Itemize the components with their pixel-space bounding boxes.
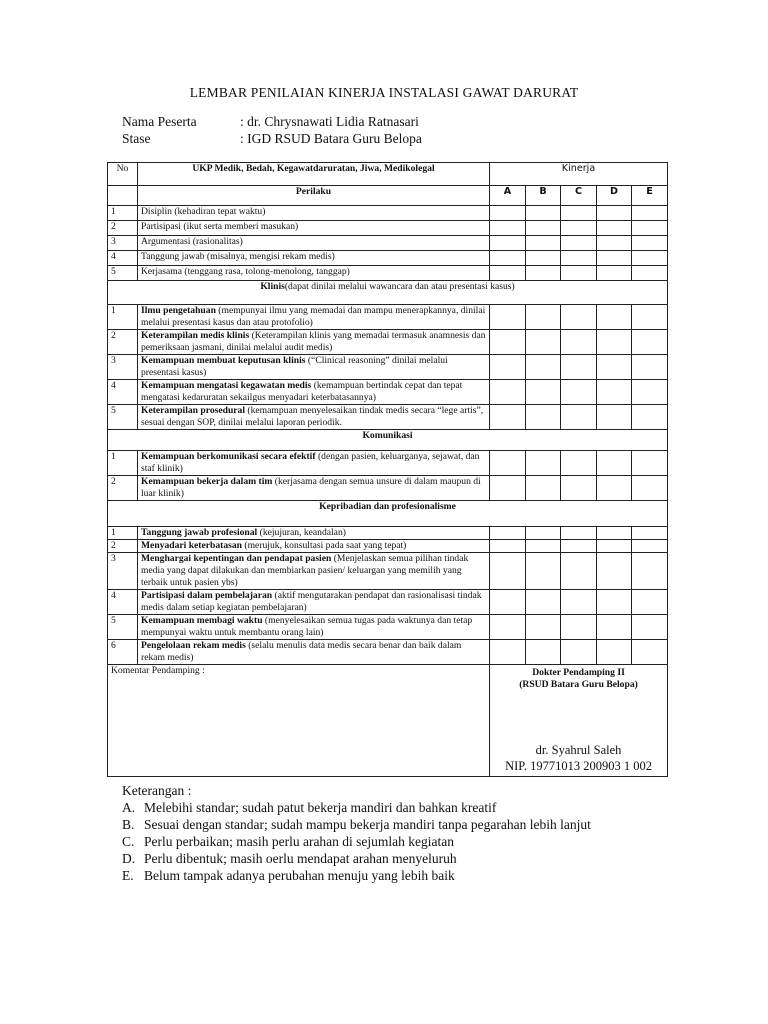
perilaku-3-grade-e-cell[interactable] <box>632 236 668 251</box>
klinis-2-grade-c-cell[interactable] <box>561 330 597 355</box>
dokter-place: (RSUD Batara Guru Belopa) <box>519 679 638 690</box>
item-number: 4 <box>108 251 138 266</box>
item-description: (“Clinical reasoning” dinilai melalui presentasi kasus) <box>141 355 448 378</box>
keterangan-label: Keterangan : <box>122 783 192 798</box>
perilaku-2-grade-a-cell[interactable] <box>490 221 526 236</box>
item-description: Partisipasi (ikut serta memberi masukan) <box>141 221 299 232</box>
keterangan-item <box>122 833 591 850</box>
no-header: No <box>108 163 138 186</box>
table-row <box>108 405 668 430</box>
keterangan-text: Perlu dibentuk; masih oerlu mendapat arahan menyeluruh <box>144 851 457 866</box>
kepribadian-2-grade-d-cell[interactable] <box>597 540 632 553</box>
keterangan-key: D. <box>122 851 136 866</box>
kepribadian-1-grade-c-cell[interactable] <box>561 527 597 540</box>
item-description: (selalu menulis data medis secara benar dan baik dalam rekam medis) <box>141 640 462 663</box>
klinis-1-grade-d-cell[interactable] <box>597 305 632 330</box>
komunikasi-item-2 <box>138 476 490 501</box>
kepribadian-3-grade-d-cell[interactable] <box>597 553 632 590</box>
kepribadian-5-grade-c-cell[interactable] <box>561 615 597 640</box>
item-description: (merujuk, konsultasi pada saat yang tepat) <box>242 540 407 551</box>
komunikasi-section-label: Komunikasi <box>362 430 413 441</box>
item-title: Keterampilan prosedural <box>141 405 246 416</box>
table-row <box>108 305 668 330</box>
klinis-4-grade-c-cell[interactable] <box>561 380 597 405</box>
keterangan-text: Perlu perbaikan; masih perlu arahan di sejumlah kegiatan <box>144 834 455 849</box>
kepribadian-item-2 <box>138 540 490 553</box>
komunikasi-item-1 <box>138 451 490 476</box>
kepribadian-1-grade-a-cell[interactable] <box>490 527 526 540</box>
perilaku-4-grade-d-cell[interactable] <box>597 251 632 266</box>
table-row <box>108 206 668 221</box>
kepribadian-6-grade-b-cell[interactable] <box>526 640 561 665</box>
item-description: (kerjasama dengan semua unsure di dalam maupun di luar klinik) <box>141 476 481 499</box>
item-title: Partisipasi dalam pembelajaran <box>141 590 273 601</box>
perilaku-1-grade-a-cell[interactable] <box>490 206 526 221</box>
table-row <box>108 451 668 476</box>
perilaku-3-grade-c-cell[interactable] <box>561 236 597 251</box>
klinis-section-label: Klinis <box>260 281 285 292</box>
item-number: 1 <box>108 305 138 330</box>
table-row <box>108 236 668 251</box>
klinis-2-grade-b-cell[interactable] <box>526 330 561 355</box>
table-row <box>108 380 668 405</box>
item-title: Kemampuan membuat keputusan klinis <box>141 355 306 366</box>
nama-peserta-value: : dr. Chrysnawati Lidia Ratnasari <box>240 114 419 129</box>
kepribadian-section-label: Kepribadian dan profesionalisme <box>319 501 456 512</box>
perilaku-5-grade-e-cell[interactable] <box>632 266 668 281</box>
keterangan-item <box>122 867 591 884</box>
klinis-3-grade-d-cell[interactable] <box>597 355 632 380</box>
klinis-2-grade-e-cell[interactable] <box>632 330 668 355</box>
item-number: 4 <box>108 590 138 615</box>
item-description: (menyelesaikan semua tugas pada waktunya dan tetap mempunyai waktu untuk membantu orang lain) <box>141 615 473 638</box>
table-row <box>108 640 668 665</box>
item-number: 2 <box>108 330 138 355</box>
item-number: 1 <box>108 451 138 476</box>
item-title: Kemampuan bekerja dalam tim <box>141 476 273 487</box>
signature-cell <box>490 665 668 777</box>
perilaku-2-grade-d-cell[interactable] <box>597 221 632 236</box>
dokter-pendamping-block <box>493 665 664 691</box>
item-number: 5 <box>108 266 138 281</box>
item-description: (kemampuan bertindak cepat dan tepat mengatasi kedaruratan sekailgus menyadari keterbatasannya) <box>141 380 463 403</box>
assessment-table <box>107 162 668 777</box>
keterangan-list <box>122 799 591 884</box>
item-description: (kejujuran, keandalan) <box>257 527 346 538</box>
kepribadian-item-3 <box>138 553 490 590</box>
perilaku-5-grade-b-cell[interactable] <box>526 266 561 281</box>
item-number: 4 <box>108 380 138 405</box>
item-title: Tanggung jawab profesional <box>141 527 258 538</box>
komunikasi-2-grade-c-cell[interactable] <box>561 476 597 501</box>
item-description: (mempunyai ilmu yang memadai dan mampu menerapkannya, dinilai melalui presentasi kasus dan atau protofolio) <box>141 305 486 328</box>
keterangan-key: A. <box>122 800 136 815</box>
kepribadian-3-grade-e-cell[interactable] <box>632 553 668 590</box>
dokter-nip: NIP. 19771013 200903 1 002 <box>505 759 652 773</box>
item-number: 3 <box>108 236 138 251</box>
kepribadian-1-grade-b-cell[interactable] <box>526 527 561 540</box>
keterangan-key: C. <box>122 834 135 849</box>
empty-cell <box>108 186 138 206</box>
kepribadian-6-grade-c-cell[interactable] <box>561 640 597 665</box>
page-title: LEMBAR PENILAIAN KINERJA INSTALASI GAWAT DARURAT <box>189 85 579 100</box>
perilaku-label: Perilaku <box>138 186 490 206</box>
item-description: (aktif mengutarakan pendapat dan rasionalisasi tindak medis dalam setiap kegiatan pembelajaran) <box>141 590 482 613</box>
item-title: Kemampuan berkomunikasi secara efektif <box>141 451 316 462</box>
perilaku-3-grade-d-cell[interactable] <box>597 236 632 251</box>
kepribadian-4-grade-d-cell[interactable] <box>597 590 632 615</box>
item-number: 3 <box>108 553 138 590</box>
klinis-item-1 <box>138 305 490 330</box>
klinis-3-grade-e-cell[interactable] <box>632 355 668 380</box>
item-description: (Menjelaskan semua pilihan tindak media yang dapat dilakukan dan membiarkan pasien/ keluargan yang memilih yang terbaik untuk pasien ybs) <box>141 553 469 588</box>
perilaku-item-3 <box>138 236 490 251</box>
table-row <box>108 330 668 355</box>
klinis-4-grade-b-cell[interactable] <box>526 380 561 405</box>
komunikasi-2-grade-d-cell[interactable] <box>597 476 632 501</box>
perilaku-item-2 <box>138 221 490 236</box>
klinis-1-grade-c-cell[interactable] <box>561 305 597 330</box>
item-description: (dengan pasien, keluarganya, sejawat, dan staf klinik) <box>141 451 480 474</box>
table-row <box>108 221 668 236</box>
kepribadian-item-1 <box>138 527 490 540</box>
perilaku-5-grade-a-cell[interactable] <box>490 266 526 281</box>
header-row <box>108 163 668 186</box>
klinis-5-grade-c-cell[interactable] <box>561 405 597 430</box>
klinis-section <box>108 281 668 305</box>
perilaku-item-4 <box>138 251 490 266</box>
item-number: 1 <box>108 527 138 540</box>
keterangan-item <box>122 850 591 867</box>
item-title: Ilmu pengetahuan <box>141 305 216 316</box>
nama-peserta-row <box>122 114 419 130</box>
keterangan-text: Belum tampak adanya perubahan menuju yang lebih baik <box>144 868 455 883</box>
item-number: 6 <box>108 640 138 665</box>
grade-e-header: E <box>632 186 668 206</box>
nama-peserta-label: Nama Peserta <box>122 114 197 129</box>
grade-b-header: B <box>526 186 561 206</box>
perilaku-5-grade-c-cell[interactable] <box>561 266 597 281</box>
kepribadian-5-grade-a-cell[interactable] <box>490 615 526 640</box>
perilaku-1-grade-d-cell[interactable] <box>597 206 632 221</box>
klinis-section-row <box>108 281 668 305</box>
item-description: (Keterampilan klinis yang memadai termasuk anamnesis dan pemeriksaan jasmani, dinilai melalui audit medis) <box>141 330 486 353</box>
table-row <box>108 266 668 281</box>
kepribadian-6-grade-a-cell[interactable] <box>490 640 526 665</box>
dokter-name: dr. Syahrul Saleh <box>535 743 622 757</box>
klinis-5-grade-e-cell[interactable] <box>632 405 668 430</box>
komunikasi-1-grade-c-cell[interactable] <box>561 451 597 476</box>
keterangan-text: Sesuai dengan standar; sudah mampu bekerja mandiri tanpa pegarahan lebih lanjut <box>144 817 591 832</box>
klinis-3-grade-a-cell[interactable] <box>490 355 526 380</box>
perilaku-5-grade-d-cell[interactable] <box>597 266 632 281</box>
table-row <box>108 527 668 540</box>
komunikasi-1-grade-a-cell[interactable] <box>490 451 526 476</box>
item-title: Menyadari keterbatasan <box>141 540 242 551</box>
kepribadian-4-grade-e-cell[interactable] <box>632 590 668 615</box>
kepribadian-item-4 <box>138 590 490 615</box>
kepribadian-3-grade-c-cell[interactable] <box>561 553 597 590</box>
klinis-2-grade-a-cell[interactable] <box>490 330 526 355</box>
klinis-4-grade-d-cell[interactable] <box>597 380 632 405</box>
kepribadian-section-row <box>108 501 668 527</box>
klinis-4-grade-a-cell[interactable] <box>490 380 526 405</box>
item-number: 2 <box>108 221 138 236</box>
perilaku-1-grade-e-cell[interactable] <box>632 206 668 221</box>
grade-c-header: C <box>561 186 597 206</box>
klinis-section-note: (dapat dinilai melalui wawancara dan atau presentasi kasus) <box>284 281 515 292</box>
perilaku-3-grade-b-cell[interactable] <box>526 236 561 251</box>
item-number: 2 <box>108 476 138 501</box>
stase-label: Stase <box>122 131 151 146</box>
item-description: Argumentasi (rasionalitas) <box>141 236 243 247</box>
kepribadian-3-grade-b-cell[interactable] <box>526 553 561 590</box>
perilaku-1-grade-c-cell[interactable] <box>561 206 597 221</box>
perilaku-2-grade-e-cell[interactable] <box>632 221 668 236</box>
assessment-table-body <box>108 163 668 777</box>
item-number: 3 <box>108 355 138 380</box>
perilaku-2-grade-b-cell[interactable] <box>526 221 561 236</box>
perilaku-item-1 <box>138 206 490 221</box>
kepribadian-item-6 <box>138 640 490 665</box>
perilaku-4-grade-a-cell[interactable] <box>490 251 526 266</box>
klinis-item-4 <box>138 380 490 405</box>
item-title: Kemampuan membagi waktu <box>141 615 263 626</box>
klinis-5-grade-a-cell[interactable] <box>490 405 526 430</box>
item-number: 5 <box>108 615 138 640</box>
klinis-1-grade-e-cell[interactable] <box>632 305 668 330</box>
perilaku-3-grade-a-cell[interactable] <box>490 236 526 251</box>
kepribadian-4-grade-b-cell[interactable] <box>526 590 561 615</box>
komunikasi-section-row <box>108 430 668 451</box>
dokter-title: Dokter Pendamping II <box>532 667 625 678</box>
kepribadian-2-grade-c-cell[interactable] <box>561 540 597 553</box>
klinis-item-3 <box>138 355 490 380</box>
komunikasi-1-grade-b-cell[interactable] <box>526 451 561 476</box>
keterangan-key: B. <box>122 817 135 832</box>
keterangan-item <box>122 799 591 816</box>
perilaku-4-grade-b-cell[interactable] <box>526 251 561 266</box>
item-number: 1 <box>108 206 138 221</box>
item-number: 5 <box>108 405 138 430</box>
kepribadian-3-grade-a-cell[interactable] <box>490 553 526 590</box>
klinis-1-grade-a-cell[interactable] <box>490 305 526 330</box>
table-row <box>108 553 668 590</box>
ukp-header: UKP Medik, Bedah, Kegawatdaruratan, Jiwa, Medikolegal <box>138 163 490 186</box>
kepribadian-6-grade-e-cell[interactable] <box>632 640 668 665</box>
item-description: Tanggung jawab (misalnya, mengisi rekam medis) <box>141 251 335 262</box>
item-description: (kemampuan menyelesaikan tindak medis secara “lege artis”, sesuai dengan SOP, dinilai melalui laporan periodik. <box>141 405 484 428</box>
kepribadian-1-grade-d-cell[interactable] <box>597 527 632 540</box>
komentar-row <box>108 665 668 777</box>
kepribadian-1-grade-e-cell[interactable] <box>632 527 668 540</box>
item-title: Pengelolaan rekam medis <box>141 640 246 651</box>
table-row <box>108 590 668 615</box>
item-description: Kerjasama (tenggang rasa, tolong-menolong, tanggap) <box>141 266 350 277</box>
kepribadian-section <box>108 501 668 527</box>
perilaku-4-grade-e-cell[interactable] <box>632 251 668 266</box>
kinerja-header: Kinerja <box>490 163 668 186</box>
kepribadian-5-grade-e-cell[interactable] <box>632 615 668 640</box>
klinis-5-grade-d-cell[interactable] <box>597 405 632 430</box>
klinis-item-2 <box>138 330 490 355</box>
klinis-5-grade-b-cell[interactable] <box>526 405 561 430</box>
perilaku-1-grade-b-cell[interactable] <box>526 206 561 221</box>
komunikasi-2-grade-b-cell[interactable] <box>526 476 561 501</box>
item-title: Keterampilan medis klinis <box>141 330 250 341</box>
perilaku-item-5 <box>138 266 490 281</box>
grade-a-header: A <box>490 186 526 206</box>
komunikasi-section <box>108 430 668 451</box>
keterangan-block <box>122 782 591 884</box>
item-number: 2 <box>108 540 138 553</box>
kepribadian-6-grade-d-cell[interactable] <box>597 640 632 665</box>
item-title: Kemampuan mengatasi kegawatan medis <box>141 380 312 391</box>
kepribadian-item-5 <box>138 615 490 640</box>
kepribadian-2-grade-a-cell[interactable] <box>490 540 526 553</box>
kepribadian-2-grade-b-cell[interactable] <box>526 540 561 553</box>
klinis-item-5 <box>138 405 490 430</box>
kepribadian-5-grade-b-cell[interactable] <box>526 615 561 640</box>
komunikasi-1-grade-e-cell[interactable] <box>632 451 668 476</box>
kepribadian-5-grade-d-cell[interactable] <box>597 615 632 640</box>
kepribadian-4-grade-c-cell[interactable] <box>561 590 597 615</box>
komunikasi-2-grade-a-cell[interactable] <box>490 476 526 501</box>
klinis-3-grade-b-cell[interactable] <box>526 355 561 380</box>
klinis-1-grade-b-cell[interactable] <box>526 305 561 330</box>
table-row <box>108 355 668 380</box>
stase-value: : IGD RSUD Batara Guru Belopa <box>240 131 422 146</box>
table-row <box>108 251 668 266</box>
kepribadian-2-grade-e-cell[interactable] <box>632 540 668 553</box>
keterangan-text: Melebihi standar; sudah patut bekerja mandiri dan bahkan kreatif <box>144 800 497 815</box>
perilaku-4-grade-c-cell[interactable] <box>561 251 597 266</box>
komentar-cell[interactable] <box>108 665 490 777</box>
signature-block <box>490 742 667 774</box>
table-row <box>108 540 668 553</box>
klinis-2-grade-d-cell[interactable] <box>597 330 632 355</box>
komunikasi-2-grade-e-cell[interactable] <box>632 476 668 501</box>
table-row <box>108 615 668 640</box>
perilaku-header-row <box>108 186 668 206</box>
item-description: Disiplin (kehadiran tepat waktu) <box>141 206 266 217</box>
komunikasi-1-grade-d-cell[interactable] <box>597 451 632 476</box>
kepribadian-4-grade-a-cell[interactable] <box>490 590 526 615</box>
keterangan-key: E. <box>122 868 134 883</box>
stase-row <box>122 131 422 147</box>
komentar-label: Komentar Pendamping : <box>111 665 205 676</box>
item-title: Menghargai kepentingan dan pendapat pasien <box>141 553 332 564</box>
klinis-3-grade-c-cell[interactable] <box>561 355 597 380</box>
table-row <box>108 476 668 501</box>
klinis-4-grade-e-cell[interactable] <box>632 380 668 405</box>
grade-d-header: D <box>597 186 632 206</box>
keterangan-item <box>122 816 591 833</box>
perilaku-2-grade-c-cell[interactable] <box>561 221 597 236</box>
